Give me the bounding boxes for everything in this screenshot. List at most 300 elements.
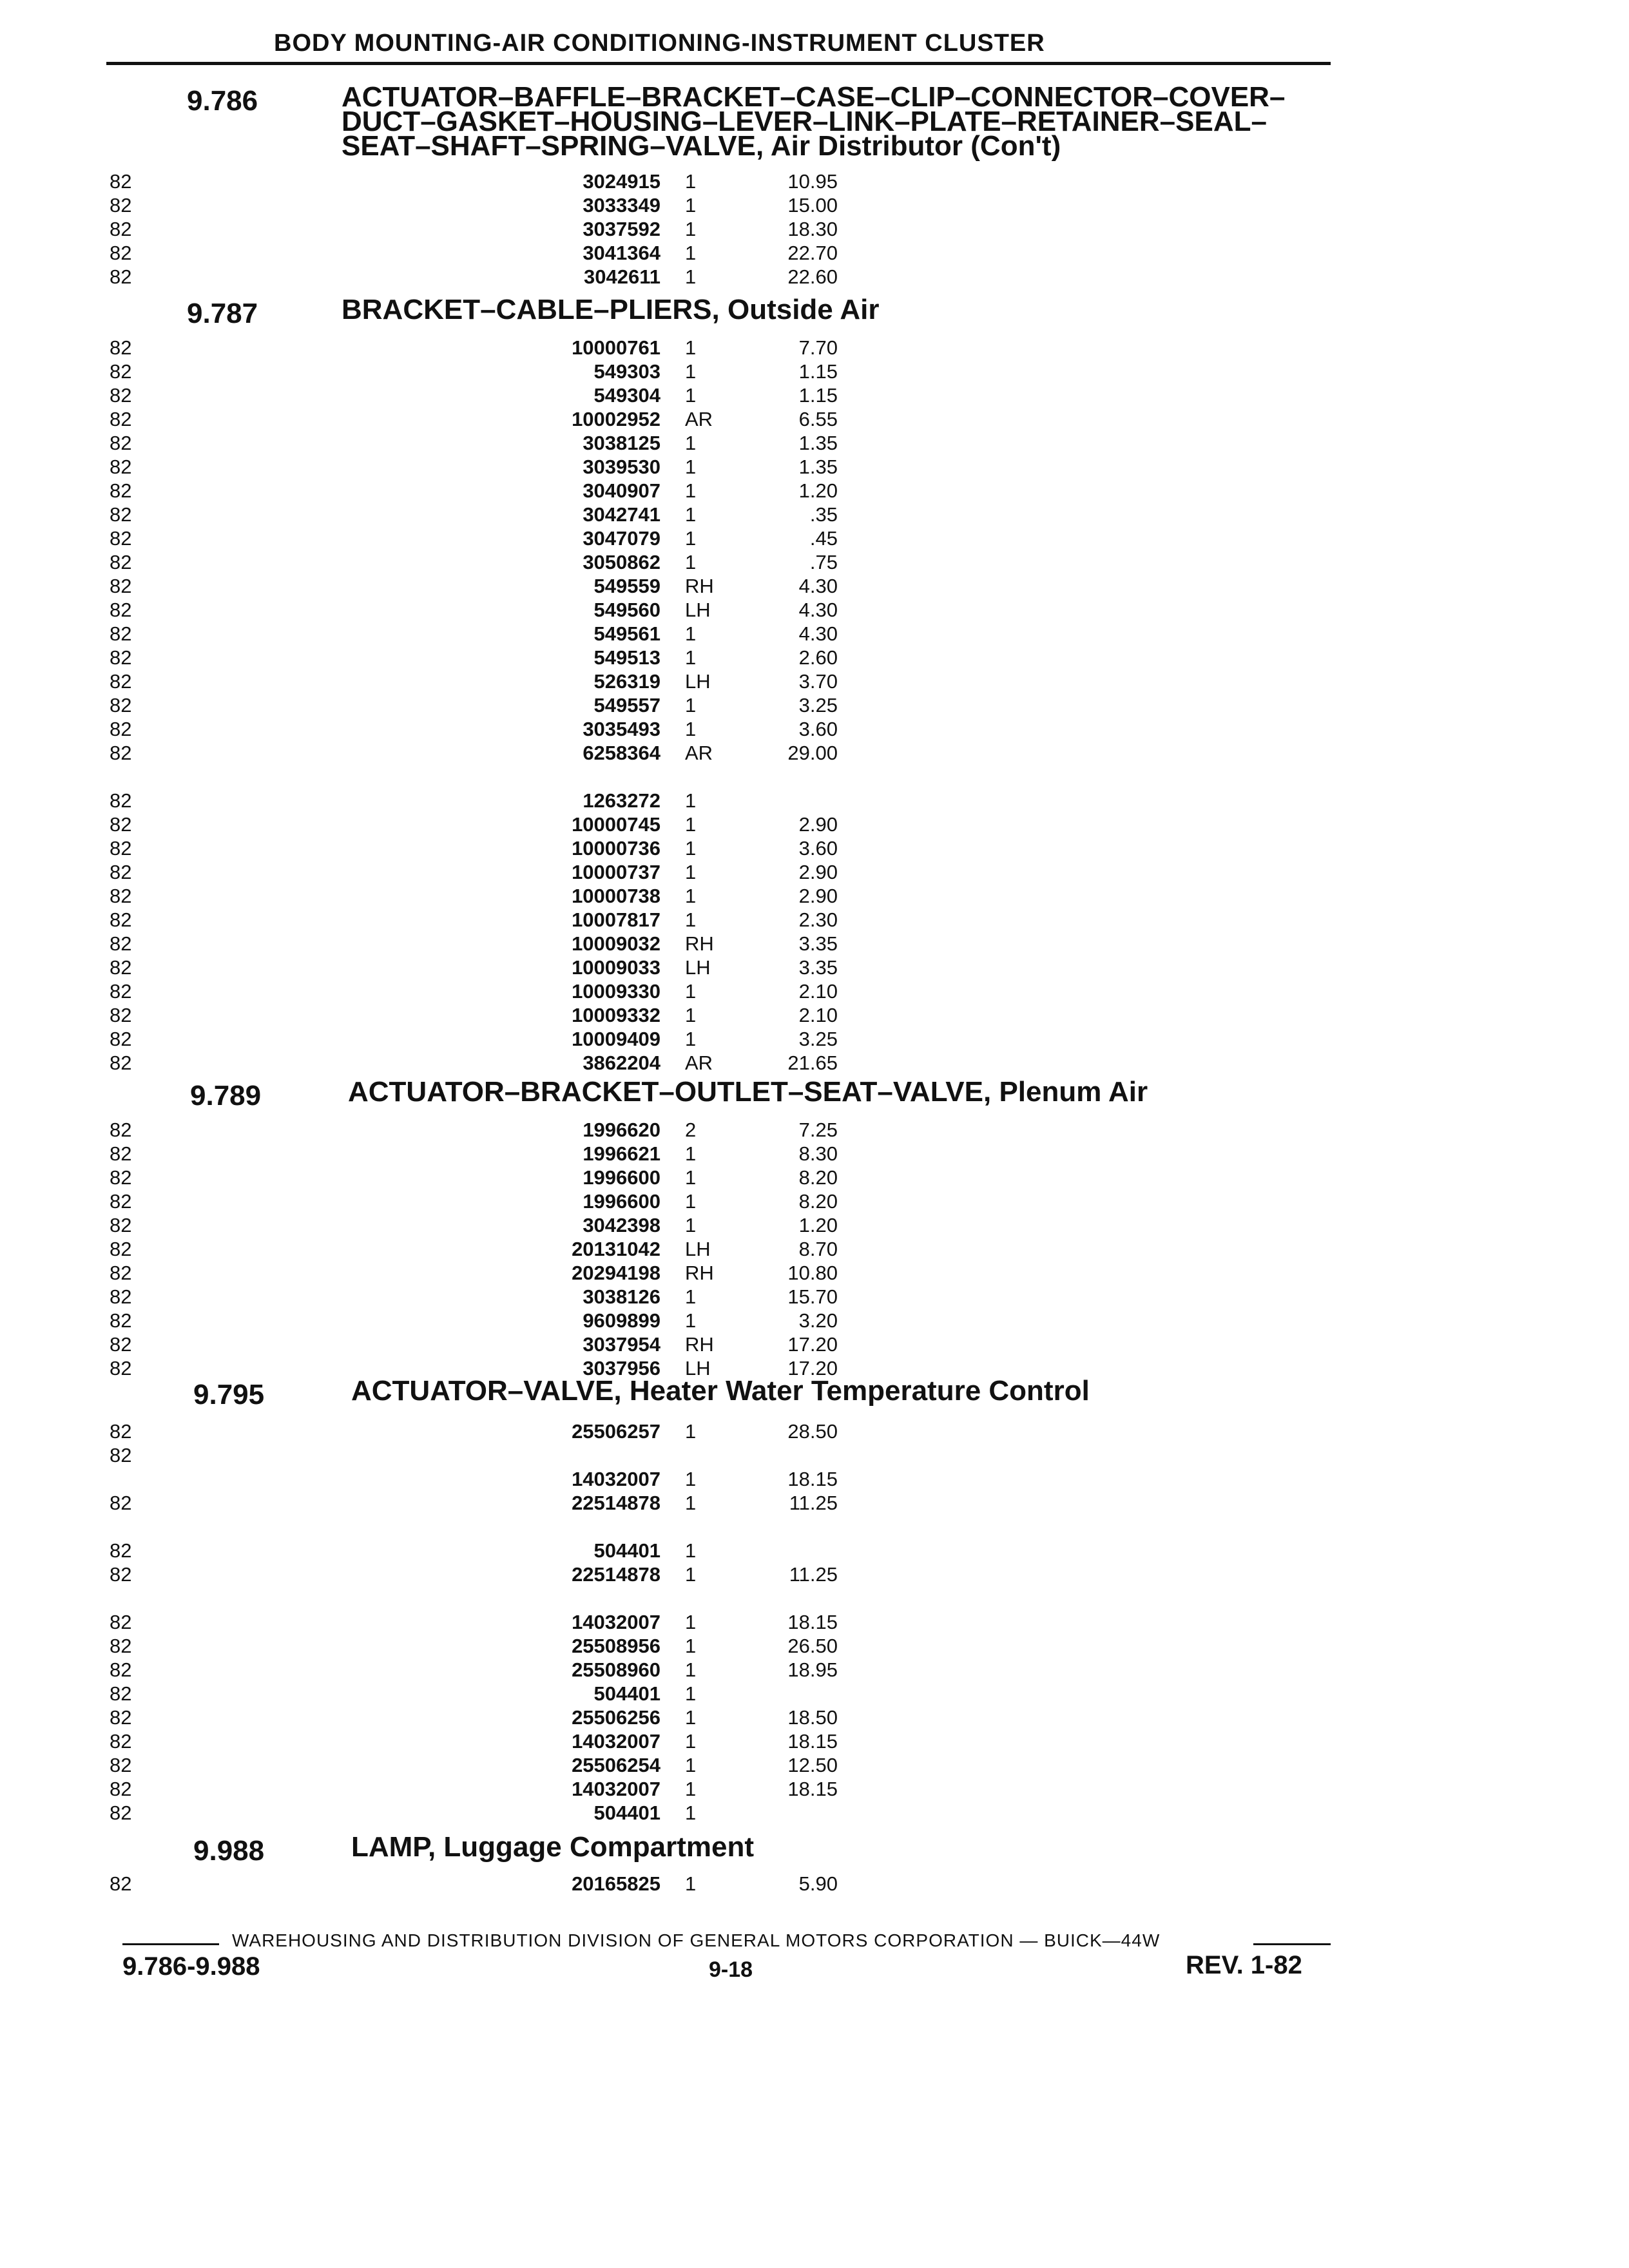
model-year: 82 [110, 646, 132, 669]
quantity: 1 [685, 718, 697, 740]
model-year: 82 [110, 694, 132, 716]
table-row [0, 1028, 1629, 1052]
part-number: 10009332 [572, 1004, 660, 1026]
table-row [0, 1214, 1629, 1238]
quantity: 1 [685, 1635, 697, 1657]
quantity: 1 [685, 1492, 697, 1514]
quantity: 1 [685, 861, 697, 883]
table-row [0, 384, 1629, 408]
table-row [0, 789, 1629, 813]
table-row [0, 1635, 1629, 1658]
model-year: 82 [110, 218, 132, 240]
model-year: 82 [110, 1706, 132, 1729]
part-number: 9609899 [583, 1309, 660, 1332]
part-number: 10000736 [572, 837, 660, 860]
price: 3.70 [798, 670, 838, 693]
part-number: 3042611 [584, 265, 660, 288]
section-number: 9.786 [187, 85, 258, 117]
part-number: 3024915 [583, 170, 660, 193]
price: 18.15 [787, 1778, 838, 1800]
part-number: 10009032 [572, 932, 660, 955]
price: 1.35 [798, 456, 838, 478]
quantity: 1 [685, 1730, 697, 1753]
section-number: 9.795 [193, 1379, 265, 1410]
quantity: 1 [685, 1754, 697, 1776]
table-row [0, 1492, 1629, 1515]
quantity: 1 [685, 265, 697, 288]
section-number: 9.789 [190, 1080, 262, 1111]
quantity: 1 [685, 1028, 697, 1050]
table-row [0, 242, 1629, 265]
model-year: 82 [110, 360, 132, 383]
model-year: 82 [110, 1333, 132, 1356]
part-number: 549303 [593, 360, 660, 383]
price: 1.15 [798, 384, 838, 407]
part-number: 20131042 [572, 1238, 660, 1260]
quantity: AR [685, 1052, 713, 1074]
table-row [0, 408, 1629, 432]
price: 21.65 [787, 1052, 838, 1074]
price: 17.20 [787, 1357, 838, 1379]
table-row [0, 718, 1629, 742]
part-number: 10000745 [572, 813, 660, 836]
model-year: 82 [110, 599, 132, 621]
quantity: 1 [685, 813, 697, 836]
model-year: 82 [110, 1004, 132, 1026]
quantity: RH [685, 932, 714, 955]
table-row [0, 1420, 1629, 1444]
model-year: 82 [110, 479, 132, 502]
quantity: AR [685, 408, 713, 430]
part-number: 549561 [593, 622, 660, 645]
quantity: 1 [685, 218, 697, 240]
price: 7.70 [798, 336, 838, 359]
section-title [342, 81, 1286, 162]
model-year: 82 [110, 1119, 132, 1141]
part-number: 10009330 [572, 980, 660, 1003]
model-year: 82 [110, 1357, 132, 1379]
price: 18.15 [787, 1468, 838, 1490]
section-title [348, 1076, 1148, 1108]
price: 3.60 [798, 718, 838, 740]
part-number: 6258364 [583, 742, 660, 764]
model-year: 82 [110, 980, 132, 1003]
part-number: 14032007 [572, 1611, 660, 1633]
quantity: LH [685, 1238, 711, 1260]
table-row [0, 1778, 1629, 1802]
model-year: 82 [110, 432, 132, 454]
part-number: 3047079 [583, 527, 660, 550]
quantity: 1 [685, 242, 697, 264]
table-row [0, 360, 1629, 384]
table-row [0, 1238, 1629, 1262]
quantity: 1 [685, 1539, 697, 1562]
quantity: 1 [685, 1706, 697, 1729]
model-year: 82 [110, 1262, 132, 1284]
quantity: 1 [685, 336, 697, 359]
model-year: 82 [110, 1166, 132, 1189]
price: 8.30 [798, 1142, 838, 1165]
table-row [0, 1872, 1629, 1896]
part-number: 549557 [593, 694, 660, 716]
quantity: 1 [685, 622, 697, 645]
price: 29.00 [787, 742, 838, 764]
part-number: 3037954 [583, 1333, 660, 1356]
quantity: 1 [685, 1309, 697, 1332]
price: 3.35 [798, 932, 838, 955]
model-year: 82 [110, 1444, 132, 1466]
price: 1.20 [798, 479, 838, 502]
model-year: 82 [110, 789, 132, 812]
section-title-line: ACTUATOR–BRACKET–OUTLET–SEAT–VALVE, Plenum Air [348, 1076, 1148, 1108]
price: 11.25 [789, 1492, 838, 1514]
model-year: 82 [110, 1142, 132, 1165]
table-row [0, 885, 1629, 908]
model-year: 82 [110, 1052, 132, 1074]
part-number: 14032007 [572, 1730, 660, 1753]
model-year: 82 [110, 1563, 132, 1586]
table-row [0, 908, 1629, 932]
part-number: 1996621 [583, 1142, 660, 1165]
price: 18.50 [787, 1706, 838, 1729]
quantity: 1 [685, 646, 697, 669]
part-number: 3042741 [583, 503, 660, 526]
header-rule [106, 62, 1331, 65]
price: 8.20 [798, 1166, 838, 1189]
quantity: 1 [685, 432, 697, 454]
section-title-line: DUCT–GASKET–HOUSING–LEVER–LINK–PLATE–RETAINER–SEAL– [342, 106, 1267, 137]
table-row [0, 551, 1629, 575]
table-row [0, 1285, 1629, 1309]
table-row [0, 837, 1629, 861]
part-number: 549304 [593, 384, 660, 407]
section-title-line: LAMP, Luggage Compartment [351, 1831, 755, 1863]
part-number: 10007817 [572, 908, 660, 931]
table-row [0, 646, 1629, 670]
part-number: 3037956 [583, 1357, 660, 1379]
quantity: 1 [685, 1420, 697, 1443]
part-number: 526319 [593, 670, 660, 693]
table-row [0, 503, 1629, 527]
table-row [0, 1515, 1629, 1539]
model-year: 82 [110, 837, 132, 860]
section-title-line: ACTUATOR–VALVE, Heater Water Temperature Control [351, 1375, 1090, 1407]
table-row [0, 265, 1629, 289]
part-number: 3039530 [583, 456, 660, 478]
part-number: 10009033 [572, 956, 660, 979]
table-row [0, 670, 1629, 694]
quantity: 1 [685, 360, 697, 383]
table-row [0, 1611, 1629, 1635]
part-number: 22514878 [572, 1563, 660, 1586]
section-number: 9.787 [187, 298, 258, 329]
model-year: 82 [110, 670, 132, 693]
part-number: 3050862 [583, 551, 660, 573]
model-year: 82 [110, 1190, 132, 1213]
model-year: 82 [110, 885, 132, 907]
footer-rule-left [122, 1943, 219, 1945]
quantity: 1 [685, 456, 697, 478]
part-number: 3033349 [583, 194, 660, 216]
model-year: 82 [110, 1539, 132, 1562]
part-number: 25506254 [572, 1754, 660, 1776]
price: 4.30 [798, 599, 838, 621]
model-year: 82 [110, 265, 132, 288]
table-row [0, 622, 1629, 646]
model-year: 82 [110, 408, 132, 430]
model-year: 82 [110, 1611, 132, 1633]
model-year: 82 [110, 813, 132, 836]
price: 8.70 [798, 1238, 838, 1260]
quantity: 1 [685, 1611, 697, 1633]
table-row [0, 932, 1629, 956]
table-row [0, 1730, 1629, 1754]
part-number: 504401 [593, 1539, 660, 1562]
price: 28.50 [787, 1420, 838, 1443]
table-row [0, 1754, 1629, 1778]
model-year: 82 [110, 503, 132, 526]
table-row [0, 527, 1629, 551]
model-year: 82 [110, 1778, 132, 1800]
price: 6.55 [798, 408, 838, 430]
footer-revision: REV. 1-82 [1186, 1951, 1302, 1979]
model-year: 82 [110, 527, 132, 550]
table-row [0, 765, 1629, 789]
model-year: 82 [110, 1420, 132, 1443]
table-row [0, 1682, 1629, 1706]
part-number: 504401 [593, 1682, 660, 1705]
model-year: 82 [110, 1214, 132, 1236]
part-number: 3862204 [583, 1052, 660, 1074]
table-row [0, 956, 1629, 980]
model-year: 82 [110, 718, 132, 740]
price: 18.15 [787, 1730, 838, 1753]
table-row [0, 1658, 1629, 1682]
section-title-line: ACTUATOR–BAFFLE–BRACKET–CASE–CLIP–CONNECTOR–COVER– [342, 81, 1286, 113]
part-number: 3040907 [583, 479, 660, 502]
model-year: 82 [110, 1658, 132, 1681]
footer-distributor: WAREHOUSING AND DISTRIBUTION DIVISION OF GENERAL MOTORS CORPORATION — BUICK—44W [232, 1930, 1161, 1950]
table-row [0, 1444, 1629, 1468]
table-row [0, 1802, 1629, 1825]
price: 2.90 [798, 861, 838, 883]
part-number: 549559 [593, 575, 660, 597]
price: 3.35 [798, 956, 838, 979]
quantity: RH [685, 575, 714, 597]
part-number: 25506257 [572, 1420, 660, 1443]
model-year: 82 [110, 170, 132, 193]
table-row [0, 1142, 1629, 1166]
quantity: 1 [685, 384, 697, 407]
model-year: 82 [110, 194, 132, 216]
quantity: 1 [685, 789, 697, 812]
quantity: LH [685, 599, 711, 621]
part-number: 22514878 [572, 1492, 660, 1514]
price: 15.70 [787, 1285, 838, 1308]
quantity: RH [685, 1333, 714, 1356]
quantity: 1 [685, 1285, 697, 1308]
model-year: 82 [110, 932, 132, 955]
quantity: LH [685, 1357, 711, 1379]
part-number: 1996600 [583, 1190, 660, 1213]
model-year: 82 [110, 1238, 132, 1260]
model-year: 82 [110, 1285, 132, 1308]
quantity: RH [685, 1262, 714, 1284]
quantity: 1 [685, 551, 697, 573]
model-year: 82 [110, 575, 132, 597]
price: 1.35 [798, 432, 838, 454]
quantity: 1 [685, 1190, 697, 1213]
quantity: 1 [685, 694, 697, 716]
model-year: 82 [110, 1309, 132, 1332]
price: 2.90 [798, 885, 838, 907]
model-year: 82 [110, 384, 132, 407]
price: 7.25 [798, 1119, 838, 1141]
quantity: LH [685, 956, 711, 979]
price: 4.30 [798, 622, 838, 645]
part-number: 3042398 [583, 1214, 660, 1236]
model-year: 82 [110, 456, 132, 478]
price: 5.90 [798, 1872, 838, 1895]
model-year: 82 [110, 1028, 132, 1050]
part-number: 14032007 [572, 1778, 660, 1800]
page-title: BODY MOUNTING-AIR CONDITIONING-INSTRUMENT CLUSTER [274, 30, 1045, 57]
section-title [342, 294, 880, 325]
price: 2.60 [798, 646, 838, 669]
quantity: 1 [685, 1802, 697, 1824]
table-row [0, 1309, 1629, 1333]
price: .45 [809, 527, 838, 550]
model-year: 82 [110, 622, 132, 645]
quantity: 1 [685, 1682, 697, 1705]
model-year: 82 [110, 1730, 132, 1753]
model-year: 82 [110, 336, 132, 359]
part-number: 20165825 [572, 1872, 660, 1895]
quantity: 1 [685, 837, 697, 860]
model-year: 82 [110, 1872, 132, 1895]
part-number: 10000737 [572, 861, 660, 883]
price: .35 [809, 503, 838, 526]
table-row [0, 1587, 1629, 1611]
table-row [0, 1119, 1629, 1142]
model-year: 82 [110, 908, 132, 931]
part-number: 3038126 [583, 1285, 660, 1308]
table-row [0, 813, 1629, 837]
price: 22.70 [787, 242, 838, 264]
table-row [0, 861, 1629, 885]
part-number: 504401 [593, 1802, 660, 1824]
quantity: 1 [685, 1563, 697, 1586]
quantity: 1 [685, 503, 697, 526]
model-year: 82 [110, 1802, 132, 1824]
price: 4.30 [798, 575, 838, 597]
table-row [0, 456, 1629, 479]
price: 8.20 [798, 1190, 838, 1213]
part-number: 10009409 [572, 1028, 660, 1050]
model-year: 82 [110, 956, 132, 979]
quantity: LH [685, 670, 711, 693]
price: 1.20 [798, 1214, 838, 1236]
table-row [0, 194, 1629, 218]
price: 10.80 [787, 1262, 838, 1284]
price: 1.15 [798, 360, 838, 383]
table-row [0, 336, 1629, 360]
quantity: 1 [685, 885, 697, 907]
quantity: 1 [685, 1872, 697, 1895]
price: 15.00 [787, 194, 838, 216]
table-row [0, 742, 1629, 765]
part-number: 3035493 [583, 718, 660, 740]
price: 2.10 [798, 1004, 838, 1026]
part-number: 20294198 [572, 1262, 660, 1284]
price: 2.10 [798, 980, 838, 1003]
price: 2.90 [798, 813, 838, 836]
model-year: 82 [110, 742, 132, 764]
price: 3.25 [798, 1028, 838, 1050]
price: 3.60 [798, 837, 838, 860]
quantity: 1 [685, 1142, 697, 1165]
model-year: 82 [110, 1635, 132, 1657]
table-row [0, 599, 1629, 622]
table-row [0, 1052, 1629, 1075]
model-year: 82 [110, 861, 132, 883]
part-number: 3038125 [583, 432, 660, 454]
price: 17.20 [787, 1333, 838, 1356]
table-row [0, 1333, 1629, 1357]
price: 18.15 [787, 1611, 838, 1633]
price: 3.20 [798, 1309, 838, 1332]
section-title [351, 1831, 755, 1863]
part-number: 25506256 [572, 1706, 660, 1729]
table-row [0, 575, 1629, 599]
section-title-line: BRACKET–CABLE–PLIERS, Outside Air [342, 294, 880, 325]
table-row [0, 1262, 1629, 1285]
quantity: 1 [685, 1004, 697, 1026]
table-row [0, 980, 1629, 1004]
part-number: 3041364 [583, 242, 660, 264]
table-row [0, 1539, 1629, 1563]
quantity: 1 [685, 170, 697, 193]
section-number: 9.988 [193, 1835, 265, 1867]
price: 18.30 [787, 218, 838, 240]
model-year: 82 [110, 242, 132, 264]
table-row [0, 170, 1629, 194]
price: 18.95 [787, 1658, 838, 1681]
part-number: 10000761 [572, 336, 660, 359]
model-year: 82 [110, 1492, 132, 1514]
part-number: 549560 [593, 599, 660, 621]
table-row [0, 1166, 1629, 1190]
part-number: 10002952 [572, 408, 660, 430]
quantity: 1 [685, 1778, 697, 1800]
quantity: 1 [685, 527, 697, 550]
footer-section-range: 9.786-9.988 [122, 1952, 260, 1981]
table-row [0, 479, 1629, 503]
quantity: 1 [685, 1468, 697, 1490]
price: 22.60 [787, 265, 838, 288]
table-row [0, 694, 1629, 718]
price: 11.25 [789, 1563, 838, 1586]
price: 26.50 [787, 1635, 838, 1657]
section-title [351, 1375, 1090, 1407]
part-number: 3037592 [583, 218, 660, 240]
price: .75 [809, 551, 838, 573]
quantity: 1 [685, 1658, 697, 1681]
price: 2.30 [798, 908, 838, 931]
quantity: AR [685, 742, 713, 764]
table-row [0, 1706, 1629, 1730]
price: 10.95 [787, 170, 838, 193]
